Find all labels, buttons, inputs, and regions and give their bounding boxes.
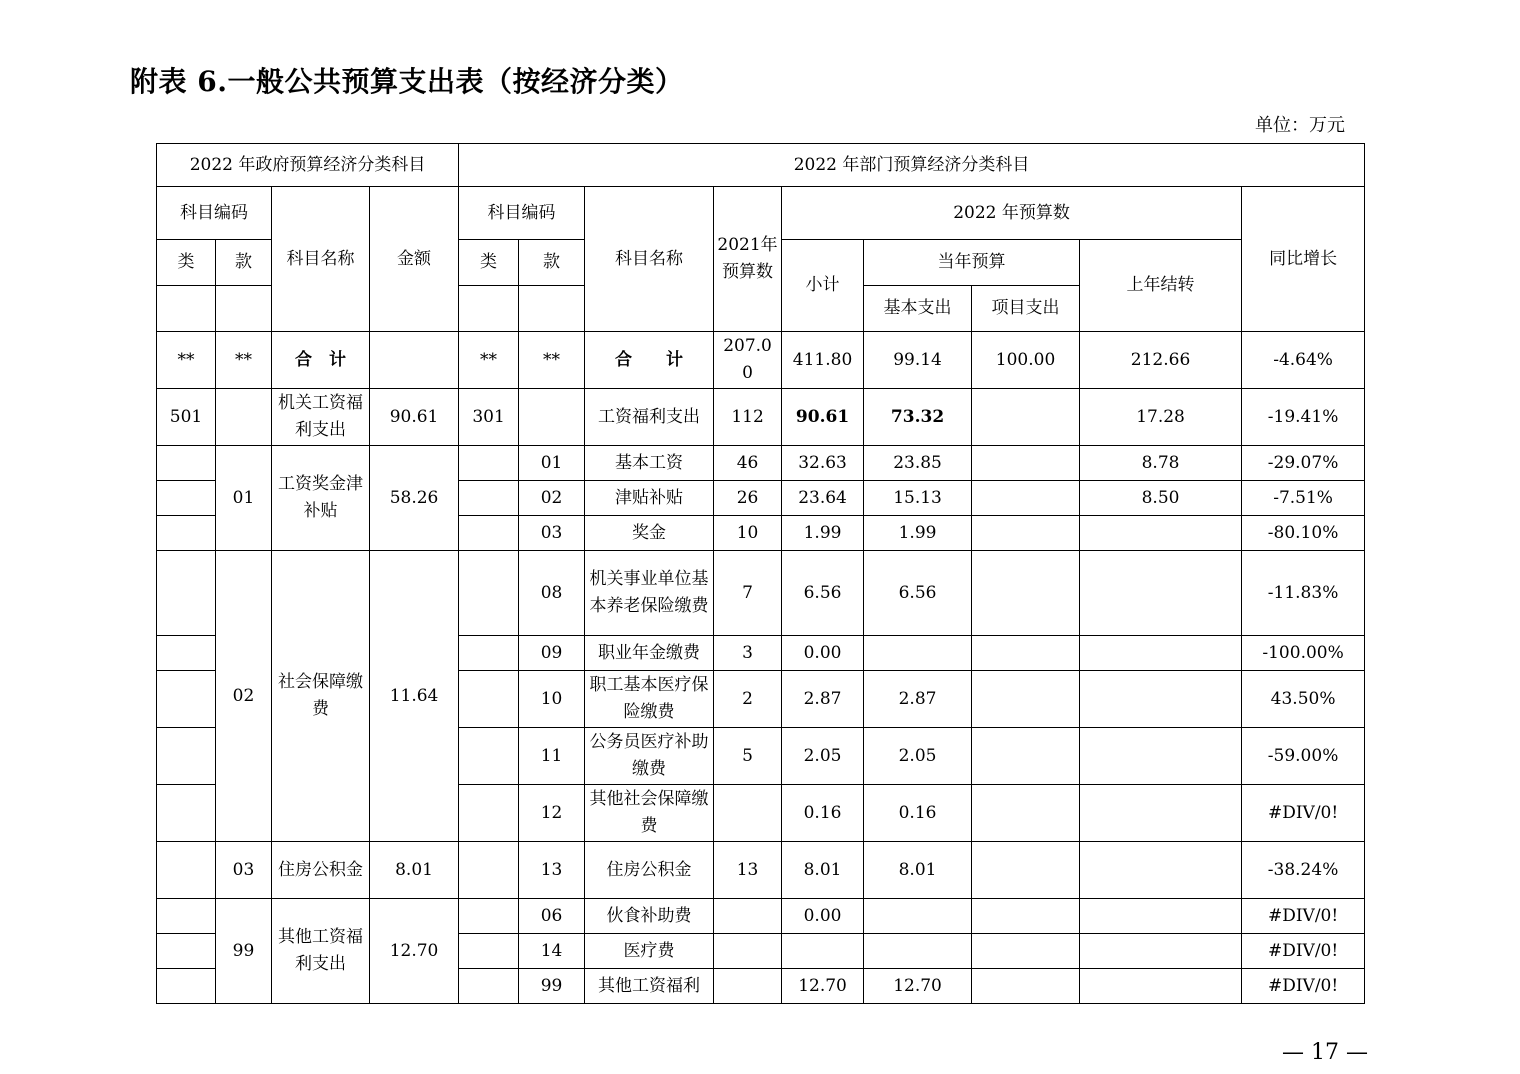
yoy-value: -29.07% bbox=[1242, 446, 1365, 481]
empty-cell bbox=[459, 286, 519, 332]
basic-value: 15.13 bbox=[864, 481, 972, 516]
total-gov-cat: ** bbox=[157, 332, 216, 389]
budget-2022-header: 2022 年预算数 bbox=[782, 187, 1242, 240]
gov-cat bbox=[157, 728, 216, 785]
project-value bbox=[972, 785, 1080, 842]
dept-item: 14 bbox=[519, 934, 585, 969]
project-value bbox=[972, 516, 1080, 551]
basic-value: 12.70 bbox=[864, 969, 972, 1004]
project-value bbox=[972, 481, 1080, 516]
dept-item-header: 款 bbox=[519, 240, 585, 286]
dept-group-header: 2022 年部门预算经济分类科目 bbox=[459, 144, 1365, 187]
prev-value bbox=[714, 934, 782, 969]
total-dept-cat: ** bbox=[459, 332, 519, 389]
project-value bbox=[972, 842, 1080, 899]
dept-cat bbox=[459, 842, 519, 899]
table-row bbox=[157, 389, 1365, 446]
dept-item bbox=[519, 389, 585, 446]
dept-name: 基本工资 bbox=[585, 446, 714, 481]
dept-item: 11 bbox=[519, 728, 585, 785]
dept-name: 机关事业单位基本养老保险缴费 bbox=[585, 551, 714, 636]
carry-value: 8.50 bbox=[1080, 481, 1242, 516]
prev-year-header: 2021年预算数 bbox=[714, 187, 782, 332]
project-value bbox=[972, 671, 1080, 728]
prev-value: 2 bbox=[714, 671, 782, 728]
subtotal-value: 2.87 bbox=[782, 671, 864, 728]
yoy-value: -59.00% bbox=[1242, 728, 1365, 785]
dept-name: 工资福利支出 bbox=[585, 389, 714, 446]
basic-value bbox=[864, 934, 972, 969]
dept-name: 住房公积金 bbox=[585, 842, 714, 899]
gov-name-header: 科目名称 bbox=[272, 187, 370, 332]
carry-value: 8.78 bbox=[1080, 446, 1242, 481]
page-number: — 17 — bbox=[1282, 1040, 1368, 1065]
subtotal-value: 1.99 bbox=[782, 516, 864, 551]
carry-value bbox=[1080, 842, 1242, 899]
carry-value bbox=[1080, 728, 1242, 785]
subtotal-value: 8.01 bbox=[782, 842, 864, 899]
gov-name: 其他工资福利支出 bbox=[272, 899, 370, 1004]
table-row bbox=[157, 899, 1365, 934]
prev-value: 13 bbox=[714, 842, 782, 899]
prev-value bbox=[714, 969, 782, 1004]
total-prev: 207.0 0 bbox=[714, 332, 782, 389]
total-basic: 99.14 bbox=[864, 332, 972, 389]
basic-value: 1.99 bbox=[864, 516, 972, 551]
dept-cat bbox=[459, 785, 519, 842]
basic-value: 23.85 bbox=[864, 446, 972, 481]
subtotal-value: 90.61 bbox=[782, 389, 864, 446]
table-row bbox=[157, 446, 1365, 481]
project-header: 项目支出 bbox=[972, 286, 1080, 332]
basic-header: 基本支出 bbox=[864, 286, 972, 332]
gov-name: 机关工资福利支出 bbox=[272, 389, 370, 446]
total-sub: 411.80 bbox=[782, 332, 864, 389]
gov-cat bbox=[157, 551, 216, 636]
dept-name: 公务员医疗补助缴费 bbox=[585, 728, 714, 785]
dept-name: 奖金 bbox=[585, 516, 714, 551]
total-carry: 212.66 bbox=[1080, 332, 1242, 389]
dept-cat: 301 bbox=[459, 389, 519, 446]
table-row bbox=[157, 842, 1365, 899]
project-value bbox=[972, 389, 1080, 446]
dept-item: 12 bbox=[519, 785, 585, 842]
dept-item: 09 bbox=[519, 636, 585, 671]
yoy-value: -7.51% bbox=[1242, 481, 1365, 516]
dept-cat bbox=[459, 934, 519, 969]
unit-label: 单位：万元 bbox=[1255, 115, 1345, 136]
basic-value: 2.05 bbox=[864, 728, 972, 785]
prev-value: 3 bbox=[714, 636, 782, 671]
gov-code-header: 科目编码 bbox=[157, 187, 272, 240]
gov-amount: 11.64 bbox=[370, 551, 459, 842]
dept-item: 13 bbox=[519, 842, 585, 899]
basic-value: 0.16 bbox=[864, 785, 972, 842]
basic-value: 8.01 bbox=[864, 842, 972, 899]
carry-value bbox=[1080, 969, 1242, 1004]
carry-value: 17.28 bbox=[1080, 389, 1242, 446]
basic-value bbox=[864, 899, 972, 934]
project-value bbox=[972, 934, 1080, 969]
dept-item: 01 bbox=[519, 446, 585, 481]
gov-cat bbox=[157, 969, 216, 1004]
total-dept-name: 合 计 bbox=[585, 332, 714, 389]
prev-value: 26 bbox=[714, 481, 782, 516]
dept-name: 其他社会保障缴费 bbox=[585, 785, 714, 842]
dept-cat bbox=[459, 481, 519, 516]
dept-cat bbox=[459, 551, 519, 636]
basic-value: 2.87 bbox=[864, 671, 972, 728]
yoy-value: #DIV/0! bbox=[1242, 785, 1365, 842]
yoy-header: 同比增长 bbox=[1242, 187, 1365, 332]
dept-cat bbox=[459, 636, 519, 671]
yoy-value: #DIV/0! bbox=[1242, 899, 1365, 934]
dept-item: 03 bbox=[519, 516, 585, 551]
carry-value bbox=[1080, 899, 1242, 934]
yoy-value: -38.24% bbox=[1242, 842, 1365, 899]
dept-cat-header: 类 bbox=[459, 240, 519, 286]
page-title: 附表 6.一般公共预算支出表（按经济分类） bbox=[130, 65, 684, 98]
gov-item-header: 款 bbox=[216, 240, 272, 286]
gov-item: 02 bbox=[216, 551, 272, 842]
subtotal-header: 小计 bbox=[782, 240, 864, 332]
carryover-header: 上年结转 bbox=[1080, 240, 1242, 332]
project-value bbox=[972, 728, 1080, 785]
subtotal-value: 32.63 bbox=[782, 446, 864, 481]
dept-item: 10 bbox=[519, 671, 585, 728]
subtotal-value: 23.64 bbox=[782, 481, 864, 516]
prev-value: 10 bbox=[714, 516, 782, 551]
carry-value bbox=[1080, 516, 1242, 551]
subtotal-value: 0.00 bbox=[782, 636, 864, 671]
yoy-value: #DIV/0! bbox=[1242, 934, 1365, 969]
gov-cat bbox=[157, 934, 216, 969]
gov-cat bbox=[157, 516, 216, 551]
yoy-value: #DIV/0! bbox=[1242, 969, 1365, 1004]
dept-name: 津贴补贴 bbox=[585, 481, 714, 516]
gov-amount-header: 金额 bbox=[370, 187, 459, 332]
subtotal-value: 2.05 bbox=[782, 728, 864, 785]
prev-value: 112 bbox=[714, 389, 782, 446]
subtotal-value: 0.16 bbox=[782, 785, 864, 842]
subtotal-value bbox=[782, 934, 864, 969]
gov-cat bbox=[157, 842, 216, 899]
gov-cat bbox=[157, 446, 216, 481]
carry-value bbox=[1080, 671, 1242, 728]
total-gov-name: 合 计 bbox=[272, 332, 370, 389]
dept-item: 02 bbox=[519, 481, 585, 516]
yoy-value: -100.00% bbox=[1242, 636, 1365, 671]
gov-item: 99 bbox=[216, 899, 272, 1004]
gov-amount: 12.70 bbox=[370, 899, 459, 1004]
carry-value bbox=[1080, 636, 1242, 671]
carry-value bbox=[1080, 934, 1242, 969]
dept-cat bbox=[459, 969, 519, 1004]
prev-value bbox=[714, 899, 782, 934]
total-dept-item: ** bbox=[519, 332, 585, 389]
gov-cat bbox=[157, 785, 216, 842]
dept-item: 99 bbox=[519, 969, 585, 1004]
dept-cat bbox=[459, 671, 519, 728]
empty-cell bbox=[157, 286, 216, 332]
prev-value: 46 bbox=[714, 446, 782, 481]
dept-cat bbox=[459, 899, 519, 934]
gov-item: 01 bbox=[216, 446, 272, 551]
basic-value: 73.32 bbox=[864, 389, 972, 446]
dept-cat bbox=[459, 516, 519, 551]
gov-item: 03 bbox=[216, 842, 272, 899]
dept-cat bbox=[459, 446, 519, 481]
budget-table bbox=[156, 143, 1365, 1004]
subtotal-value: 6.56 bbox=[782, 551, 864, 636]
carry-value bbox=[1080, 785, 1242, 842]
gov-cat bbox=[157, 671, 216, 728]
gov-cat bbox=[157, 636, 216, 671]
gov-cat: 501 bbox=[157, 389, 216, 446]
gov-cat bbox=[157, 899, 216, 934]
yoy-value: 43.50% bbox=[1242, 671, 1365, 728]
gov-name: 工资奖金津补贴 bbox=[272, 446, 370, 551]
basic-value: 6.56 bbox=[864, 551, 972, 636]
gov-amount: 58.26 bbox=[370, 446, 459, 551]
empty-cell bbox=[519, 286, 585, 332]
total-row bbox=[157, 332, 1365, 389]
prev-value: 5 bbox=[714, 728, 782, 785]
subtotal-value: 12.70 bbox=[782, 969, 864, 1004]
gov-amount: 8.01 bbox=[370, 842, 459, 899]
prev-value bbox=[714, 785, 782, 842]
current-budget-header: 当年预算 bbox=[864, 240, 1080, 286]
dept-cat bbox=[459, 728, 519, 785]
yoy-value: -11.83% bbox=[1242, 551, 1365, 636]
dept-name: 职业年金缴费 bbox=[585, 636, 714, 671]
prev-value: 7 bbox=[714, 551, 782, 636]
carry-value bbox=[1080, 551, 1242, 636]
project-value bbox=[972, 636, 1080, 671]
dept-name: 其他工资福利 bbox=[585, 969, 714, 1004]
dept-name: 伙食补助费 bbox=[585, 899, 714, 934]
table-row bbox=[157, 551, 1365, 636]
dept-name-header: 科目名称 bbox=[585, 187, 714, 332]
empty-cell bbox=[216, 286, 272, 332]
total-yoy: -4.64% bbox=[1242, 332, 1365, 389]
subtotal-value: 0.00 bbox=[782, 899, 864, 934]
project-value bbox=[972, 446, 1080, 481]
dept-code-header: 科目编码 bbox=[459, 187, 585, 240]
gov-name: 社会保障缴费 bbox=[272, 551, 370, 842]
gov-item bbox=[216, 389, 272, 446]
project-value bbox=[972, 899, 1080, 934]
dept-name: 医疗费 bbox=[585, 934, 714, 969]
dept-name: 职工基本医疗保险缴费 bbox=[585, 671, 714, 728]
gov-cat bbox=[157, 481, 216, 516]
dept-item: 06 bbox=[519, 899, 585, 934]
project-value bbox=[972, 551, 1080, 636]
dept-item: 08 bbox=[519, 551, 585, 636]
gov-amount: 90.61 bbox=[370, 389, 459, 446]
total-project: 100.00 bbox=[972, 332, 1080, 389]
gov-group-header: 2022 年政府预算经济分类科目 bbox=[157, 144, 459, 187]
gov-name: 住房公积金 bbox=[272, 842, 370, 899]
project-value bbox=[972, 969, 1080, 1004]
total-gov-amount bbox=[370, 332, 459, 389]
basic-value bbox=[864, 636, 972, 671]
yoy-value: -80.10% bbox=[1242, 516, 1365, 551]
gov-cat-header: 类 bbox=[157, 240, 216, 286]
total-gov-item: ** bbox=[216, 332, 272, 389]
yoy-value: -19.41% bbox=[1242, 389, 1365, 446]
